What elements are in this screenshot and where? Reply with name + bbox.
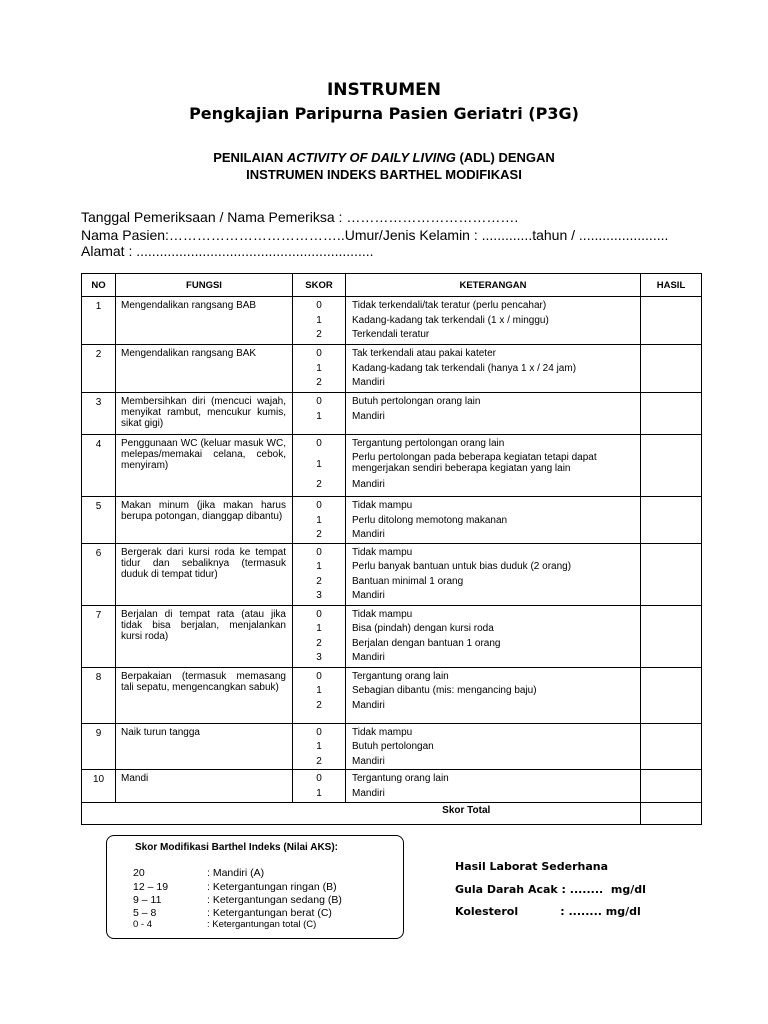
- score-description: Butuh pertolongan: [352, 741, 434, 752]
- score-value: 1: [316, 410, 322, 422]
- score-description: Kadang-kadang tak terkendali (1 x / minggu): [352, 314, 549, 326]
- score-description: Tidak mampu: [352, 726, 413, 738]
- score-description: Tidak mampu: [352, 500, 413, 511]
- score-description: Perlu banyak bantuan untuk bias duduk (2 orang): [352, 561, 572, 572]
- header-skor: SKOR: [293, 274, 346, 297]
- row-result-cell[interactable]: [641, 345, 702, 393]
- lab-title: Hasil Laborat Sederhana: [455, 860, 608, 873]
- score-value: 1: [316, 685, 322, 696]
- section-heading-post: (ADL) DENGAN: [455, 150, 555, 165]
- row-function: Berjalan di tempat rata (atau jika tidak bisa berjalan, menjalankan kursi roda): [116, 605, 293, 667]
- score-description: Butuh pertolongan orang lain: [352, 396, 481, 407]
- table-row: [82, 435, 702, 497]
- total-row: [82, 803, 702, 825]
- score-value: 1: [316, 458, 322, 470]
- score-description: Mandiri: [352, 755, 385, 767]
- legend-desc: : Ketergantungan ringan (B): [207, 881, 337, 893]
- address-line: Alamat : .............................................................: [81, 243, 374, 259]
- score-description: Tidak terkendali/tak teratur (perlu pencahar): [352, 300, 547, 311]
- row-result-cell[interactable]: [641, 605, 702, 667]
- section-heading-pre: PENILAIAN: [213, 150, 287, 165]
- score-value: 2: [316, 575, 322, 587]
- row-function: Mandi: [116, 770, 293, 803]
- legend-range: 20: [133, 867, 145, 879]
- legend-range: 12 – 19: [133, 881, 169, 893]
- table-row: [82, 297, 702, 345]
- total-label: Skor Total: [293, 803, 641, 825]
- header-hasil: HASIL: [641, 274, 702, 297]
- row-function: Berpakaian (termasuk memasang tali sepatu, mengencangkan sabuk): [116, 667, 293, 723]
- score-description: Mandiri: [352, 787, 385, 799]
- score-legend-box: [106, 835, 404, 939]
- score-description: Mandiri: [352, 529, 385, 540]
- score-value: 1: [316, 514, 322, 526]
- score-value: 1: [316, 314, 322, 326]
- score-value: 0: [316, 670, 322, 682]
- score-description: Terkendali teratur: [352, 329, 430, 340]
- score-value: 0: [316, 300, 322, 311]
- row-number: 5: [82, 497, 116, 544]
- row-descriptions: [346, 543, 641, 605]
- row-scores: [293, 543, 346, 605]
- table-row: [82, 770, 702, 803]
- row-scores: [293, 667, 346, 723]
- score-description: Mandiri: [352, 377, 385, 388]
- total-spacer: [82, 803, 116, 825]
- row-descriptions: [346, 345, 641, 393]
- score-value: 3: [316, 652, 322, 663]
- table-header-row: [82, 274, 702, 297]
- score-value: 2: [316, 329, 322, 340]
- row-descriptions: [346, 497, 641, 544]
- row-descriptions: [346, 435, 641, 497]
- row-function: Membersihkan diri (mencuci wajah, menyikat rambut, mencukur kumis, sikat gigi): [116, 393, 293, 435]
- row-number: 7: [82, 605, 116, 667]
- row-number: 1: [82, 297, 116, 345]
- score-value: 2: [316, 699, 322, 711]
- score-value: 1: [316, 623, 322, 634]
- row-result-cell[interactable]: [641, 543, 702, 605]
- row-function: Bergerak dari kursi roda ke tempat tidur dan sebaliknya (termasuk duduk di tempat tidur): [116, 543, 293, 605]
- row-scores: [293, 605, 346, 667]
- legend-title: Skor Modifikasi Barthel Indeks (Nilai AKS):: [135, 842, 339, 853]
- score-value: 0: [316, 438, 322, 449]
- legend-range: 0 - 4: [133, 919, 153, 930]
- row-result-cell[interactable]: [641, 723, 702, 770]
- score-value: 0: [316, 773, 322, 784]
- table-row: [82, 667, 702, 723]
- row-number: 3: [82, 393, 116, 435]
- row-scores: [293, 435, 346, 497]
- score-description: Tidak mampu: [352, 546, 413, 558]
- row-result-cell[interactable]: [641, 667, 702, 723]
- score-description: Mandiri: [352, 699, 385, 711]
- legend-desc: : Ketergantungan berat (C): [207, 907, 332, 919]
- document-subtitle: Pengkajian Paripurna Pasien Geriatri (P3G): [189, 104, 579, 123]
- row-function: Mengendalikan rangsang BAK: [116, 345, 293, 393]
- score-value: 0: [316, 726, 322, 738]
- table-row: [82, 723, 702, 770]
- score-value: 0: [316, 500, 322, 511]
- score-value: 1: [316, 741, 322, 752]
- row-number: 6: [82, 543, 116, 605]
- score-description: Mandiri: [352, 478, 385, 490]
- legend-desc: : Mandiri (A): [207, 867, 265, 879]
- row-descriptions: [346, 605, 641, 667]
- score-value: 0: [316, 608, 322, 620]
- row-function: Makan minum (jika makan harus berupa potongan, dianggap dibantu): [116, 497, 293, 544]
- row-scores: [293, 770, 346, 803]
- score-description: Tergantung orang lain: [352, 773, 449, 784]
- score-value: 3: [316, 590, 322, 601]
- score-description: Mandiri: [352, 410, 385, 422]
- score-value: 1: [316, 787, 322, 799]
- score-value: 2: [316, 529, 322, 540]
- table-row: [82, 497, 702, 544]
- row-descriptions: [346, 723, 641, 770]
- score-description: Tergantung orang lain: [352, 670, 449, 682]
- row-function: Naik turun tangga: [116, 723, 293, 770]
- score-description: Sebagian dibantu (mis: mengancing baju): [352, 685, 537, 696]
- row-result-cell[interactable]: [641, 393, 702, 435]
- row-number: 9: [82, 723, 116, 770]
- total-spacer: [116, 803, 293, 825]
- row-scores: [293, 393, 346, 435]
- legend-desc: : Ketergantungan sedang (B): [207, 894, 342, 906]
- score-value: 2: [316, 377, 322, 388]
- row-result-cell[interactable]: [641, 297, 702, 345]
- score-description: Kadang-kadang tak terkendali (hanya 1 x / 24 jam): [352, 362, 577, 374]
- row-descriptions: [346, 297, 641, 345]
- score-value: 0: [316, 546, 322, 558]
- score-description: Perlu pertolongan pada beberapa kegiatan tetapi dapat mengerjakan sendiri beberapa kegiatan yang lain: [352, 451, 597, 474]
- row-result-cell[interactable]: [641, 770, 702, 803]
- lab-gula-darah: Gula Darah Acak : ........ mg/dl: [455, 883, 646, 896]
- section-heading-2: INSTRUMEN INDEKS BARTHEL MODIFIKASI: [246, 167, 522, 182]
- table-row: [82, 345, 702, 393]
- section-heading-em: ACTIVITY OF DAILY LIVING: [286, 150, 456, 165]
- table-row: [82, 393, 702, 435]
- row-function: Penggunaan WC (keluar masuk WC, melepas/memakai celana, cebok, menyiram): [116, 435, 293, 497]
- score-description: Mandiri: [352, 590, 385, 601]
- row-result-cell[interactable]: [641, 497, 702, 544]
- total-value-cell[interactable]: [641, 803, 702, 825]
- score-value: 1: [316, 362, 322, 374]
- row-scores: [293, 723, 346, 770]
- score-value: 0: [316, 396, 322, 407]
- table-row: [82, 543, 702, 605]
- score-value: 2: [316, 637, 322, 649]
- score-description: Tergantung pertolongan orang lain: [352, 438, 505, 449]
- score-description: Bantuan minimal 1 orang: [352, 575, 464, 587]
- score-description: Berjalan dengan bantuan 1 orang: [352, 637, 501, 649]
- score-value: 1: [316, 561, 322, 572]
- legend-range: 9 – 11: [133, 894, 162, 906]
- row-result-cell[interactable]: [641, 435, 702, 497]
- row-number: 2: [82, 345, 116, 393]
- patient-name-line: Nama Pasien:………………………………..Umur/Jenis Kelamin : .............tahun / .......................: [81, 227, 669, 243]
- score-description: Tidak mampu: [352, 608, 413, 620]
- row-number: 4: [82, 435, 116, 497]
- row-scores: [293, 297, 346, 345]
- row-descriptions: [346, 667, 641, 723]
- row-function: Mengendalikan rangsang BAB: [116, 297, 293, 345]
- score-description: Tak terkendali atau pakai kateter: [352, 348, 496, 359]
- barthel-table: [81, 273, 702, 825]
- score-description: Bisa (pindah) dengan kursi roda: [352, 623, 494, 634]
- lab-kolesterol: Kolesterol : ........ mg/dl: [455, 905, 641, 918]
- score-value: 2: [316, 478, 322, 490]
- header-fungsi: FUNGSI: [116, 274, 293, 297]
- table-row: [82, 605, 702, 667]
- row-number: 10: [82, 770, 116, 803]
- score-description: Perlu ditolong memotong makanan: [352, 514, 508, 526]
- document-title: INSTRUMEN: [326, 80, 442, 100]
- row-descriptions: [346, 393, 641, 435]
- legend-range: 5 – 8: [133, 907, 157, 919]
- row-scores: [293, 497, 346, 544]
- legend-desc: : Ketergantungan total (C): [207, 919, 317, 930]
- score-value: 2: [316, 755, 322, 767]
- exam-date-examiner-line: Tanggal Pemeriksaan / Nama Pemeriksa : ……………………………….: [81, 209, 519, 225]
- header-no: NO: [82, 274, 116, 297]
- section-heading: [0, 150, 768, 165]
- row-descriptions: [346, 770, 641, 803]
- row-scores: [293, 345, 346, 393]
- score-value: 0: [316, 348, 322, 359]
- header-keterangan: KETERANGAN: [346, 274, 641, 297]
- row-number: 8: [82, 667, 116, 723]
- score-description: Mandiri: [352, 652, 385, 663]
